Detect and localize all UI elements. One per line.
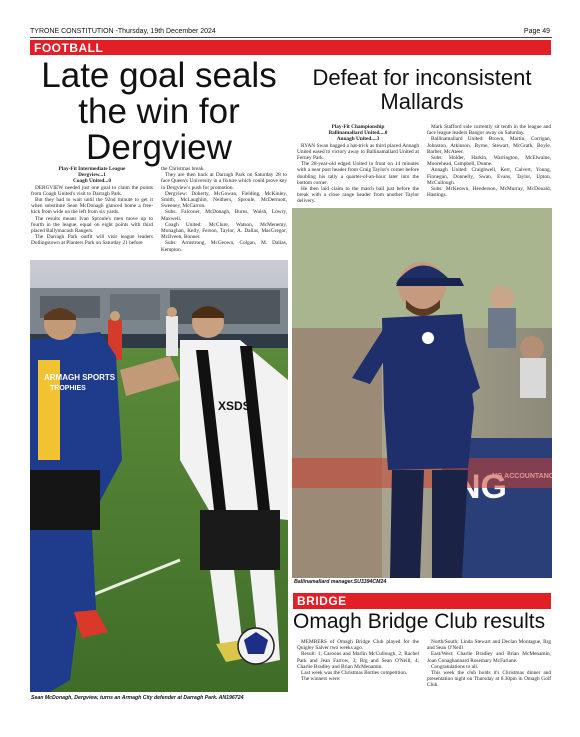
subhead-team-1: Dergview...1 xyxy=(78,172,106,179)
masthead xyxy=(30,26,552,38)
paragraph: This week the club holds it's Christmas dinner and presentation night on Thursday at 6.30pm in Omagh Golf Club. xyxy=(427,670,551,689)
subhead-team-1: Ballinamallard United....0 xyxy=(328,130,388,137)
headline-bridge-results: Omagh Bridge Club results xyxy=(293,610,546,633)
paragraph: Subs: Falconer, McDonagh, Burns, Walsh, Lowry, Maxwell. xyxy=(161,209,287,222)
caption-dergview-photo: Sean McDonagh, Dergview, turns an Armagh City defender at Darragh Park. AN196724 xyxy=(31,695,244,701)
shirt-sponsor-right: XSDS xyxy=(218,399,251,413)
paragraph: DERGVIEW needed just one goal to claim the points from Coagh United's visit to Darragh Park. xyxy=(31,184,153,197)
subhead-league: Play-Fit Championship xyxy=(331,124,385,130)
paragraph: the Christmas break. xyxy=(161,166,205,172)
story-mallards-column-2 xyxy=(427,124,551,198)
caption-manager-photo: Ballinamallard manager.SU3394CM24 xyxy=(294,579,387,585)
paragraph: East/West: Charlie Bradley and Brian McMenamin, Joan Conaghannard Rosemary McFarlane. xyxy=(427,651,551,664)
photo-dergview-illustration xyxy=(30,260,288,692)
paragraph: The 28-year-old edged United in front on 14 minutes with a near post header from Craig Taylor's corner before doubling his tally a quarter-of-an-hour later into the bottom corner. xyxy=(297,161,419,186)
paragraph: He then laid claim to the match ball just before the break with a close range header from another Taylor delivery. xyxy=(297,186,419,205)
photo-manager-illustration xyxy=(292,208,552,578)
shirt-sponsor-left-2: TROPHIES xyxy=(50,385,86,392)
paragraph: Subs: Armstrong, McGeown, Colgan, M. Dallas, Kempton. xyxy=(161,240,287,253)
shirt-sponsor-left: ARMAGH SPORTS xyxy=(44,373,116,382)
paragraph: Congratulations to all. xyxy=(431,663,479,670)
paragraph: But they had to wait until the 92nd minute to get it when substitute Sean McDonagh glanced home a free-kick from wide on the left from six yards. xyxy=(31,197,153,216)
paragraph: The winners were: xyxy=(301,676,341,683)
story-dergview-column-1 xyxy=(31,166,153,247)
paragraph: Mark Stafford side currently sit tenth in the league and face league leaders Bangor away on Saturday. xyxy=(427,124,551,137)
paragraph: MEMBERS of Omagh Bridge Club played for the Quigley Salver two weeks ago. xyxy=(297,639,419,652)
paragraph: Annagh United: Craighwell, Kerr, Calvert, Young, Finnegan, Donnelly, Swan, Evans, Taylor, Upton, McCullough. xyxy=(427,167,551,186)
subhead-league: Play-Fit Intermediate League xyxy=(58,166,126,172)
headline-dergview: Late goal seals the win for Dergview xyxy=(41,56,277,167)
masthead-publication-date: TYRONE CONSTITUTION -Thursday, 19th December 2024 xyxy=(30,28,216,35)
paragraph: Ballinamallard United: Brown, Martin, Corrigan, Johnston, Atkinson, Byrne, Stewart, McGrath, Boyle, Barber, McAteer. xyxy=(427,136,551,155)
story-bridge-column-1 xyxy=(297,639,419,682)
paragraph: Subs: McKeown, Henderson, McMurray, McDonald, Hastings. xyxy=(427,186,551,199)
paragraph: Coagh United: McClure, Watson, McMenemy, Monaghan, Kelly, Ferson, Taylor, A. Dallas, MacGregor, McIlveen, Bonner. xyxy=(161,221,287,241)
paragraph: The results means Ivan Sproule's men move up to fourth in the league, equal on eight points with third placed Ballymacash Rangers. xyxy=(31,215,153,235)
story-bridge-column-2 xyxy=(427,639,551,689)
story-mallards-column-1 xyxy=(297,124,419,205)
paragraph: North/South; Linda Stewart and Declan Montague, Brg and Sean O'Neill xyxy=(427,639,551,652)
photo-ballinamallard-manager xyxy=(292,208,552,578)
paragraph: They are then back at Darragh Park on Saturday 28 to face Queen's University in a fixture which could prove key in Dergview's push for promotion. xyxy=(161,172,287,191)
subhead-team-2: Coagh United...0 xyxy=(73,178,111,185)
section-tag-football: FOOTBALL xyxy=(30,40,551,55)
masthead-page-number: Page 49 xyxy=(523,28,550,35)
paragraph: Subs: Holder, Harkin, Warrington, McElwaine, Moorehead, Campbell, Dunne. xyxy=(427,155,551,168)
paragraph: Result: 1; Caroons and Marlin McCullough, 2; Rachel Park and Jean Farrow, 3; Brg and Sean O'Neill, 4; Charlie Bradley and Brian McMenamin. xyxy=(297,651,419,670)
story-dergview-column-2 xyxy=(161,166,287,253)
headline-mallards: Defeat for inconsistent Mallards xyxy=(312,65,532,114)
paragraph: The Darragh Park outfit will visit league leaders Dollingstown at Planters Park on Saturday 21 before xyxy=(31,234,153,247)
subhead-team-2: Annagh United....3 xyxy=(336,136,380,143)
photo-dergview-match xyxy=(30,260,288,692)
section-tag-bridge: BRIDGE xyxy=(293,593,551,609)
paragraph: Dergview: Doherty, McGowan, Fielding, McKinley, Smith, McLaughlin, Neithers, Sproule, McDermott, Sweeney, McCarron. xyxy=(161,190,287,210)
paragraph: RYAN Swan bagged a hat-trick as third placed Annagh United eased to victory away to Ballinamallard United at Ferney Park. xyxy=(297,142,419,162)
paragraph: Last week was the Christmas Bottles competition. xyxy=(301,670,408,677)
